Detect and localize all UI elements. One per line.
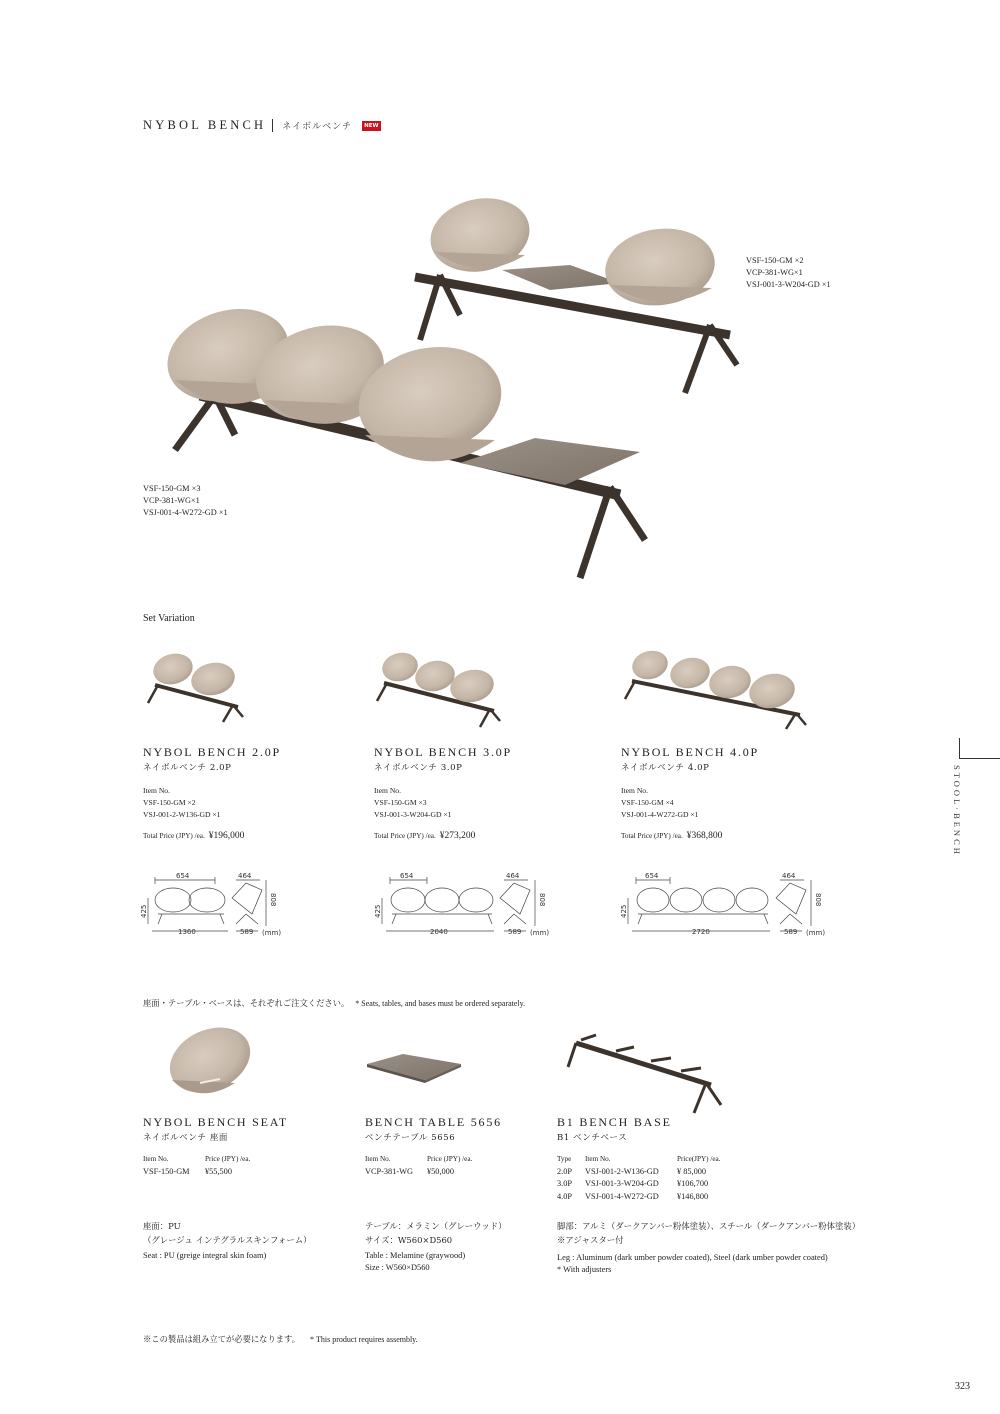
- bench-3p-thumbnail: [372, 645, 502, 730]
- total-price-label: Total Price (JPY) /ea.: [374, 832, 436, 840]
- item-line: VSF-150-GM ×2: [143, 798, 196, 807]
- table-title-jp: ベンチテーブル 5656: [365, 1133, 456, 1143]
- total-price-value: ¥196,000: [208, 831, 245, 841]
- item-line: VSJ-001-4-W272-GD ×1: [621, 810, 699, 819]
- order-note: [143, 997, 525, 1009]
- dim-seat-width: 654: [176, 872, 190, 880]
- seat-image: [160, 1025, 255, 1105]
- dim-unit: (mm): [262, 929, 282, 937]
- set-variation-heading: Set Variation: [143, 613, 195, 624]
- variation-title-jp: ネイボルベンチ 2.0P: [143, 763, 232, 773]
- hero-caption-bottom: [143, 483, 228, 520]
- material-jp-line: ※アジャスター付: [557, 1235, 624, 1245]
- base-price: ¥ 85,000: [677, 1166, 707, 1176]
- table-row: [557, 1166, 721, 1179]
- hero-bench-photo: [140, 195, 860, 585]
- material-en-line: * With adjusters: [557, 1265, 612, 1274]
- item-line: VSF-150-GM ×3: [374, 798, 427, 807]
- side-tab-label: STOOL·BENCH: [952, 765, 962, 857]
- dim-seat-height: 425: [374, 904, 382, 918]
- variation-3p: [374, 745, 512, 841]
- side-tab-rule: [959, 758, 1000, 759]
- base-price-table: [557, 1153, 721, 1203]
- caption-line: VSJ-001-3-W204-GD ×1: [746, 280, 831, 290]
- assembly-note: [143, 1333, 418, 1345]
- seat-item-no: VSF-150-GM: [143, 1166, 190, 1176]
- table-price: ¥50,000: [427, 1166, 454, 1176]
- caption-line: VSJ-001-4-W272-GD ×1: [143, 508, 228, 518]
- variation-title-jp: ネイボルベンチ 3.0P: [374, 763, 463, 773]
- item-line: VSJ-001-2-W136-GD ×1: [143, 810, 221, 819]
- seat-section: [143, 1115, 288, 1178]
- total-price: [374, 831, 512, 841]
- base-section: [557, 1115, 721, 1203]
- title-divider: [272, 119, 273, 132]
- variation-2p: [143, 745, 281, 841]
- material-jp-line: 座面：PU: [143, 1221, 181, 1231]
- table-image: [365, 1050, 465, 1090]
- seat-material: [143, 1219, 311, 1262]
- material-jp-line: （グレージュ インテグラルスキンフォーム）: [143, 1235, 312, 1245]
- caption-line: VCP-381-WG×1: [746, 268, 803, 278]
- material-jp-line: サイズ：W560×D560: [365, 1235, 453, 1245]
- side-tab: [945, 738, 1000, 878]
- base-type: 4.0P: [557, 1191, 572, 1201]
- total-price: [621, 831, 759, 841]
- bench-2p-thumbnail: [143, 645, 248, 725]
- seat-price: ¥55,500: [205, 1166, 232, 1176]
- item-line: VSJ-001-3-W204-GD ×1: [374, 810, 452, 819]
- dim-depth: 464: [506, 872, 520, 880]
- page-header: [143, 118, 381, 133]
- dim-unit: (mm): [806, 929, 826, 937]
- table-row: [557, 1191, 721, 1204]
- dim-seat-height: 425: [140, 904, 148, 918]
- dim-depth: 464: [782, 872, 796, 880]
- col-item-no: Item No.: [585, 1155, 611, 1163]
- item-no-label: Item No.: [143, 786, 170, 795]
- dim-total-height: 808: [269, 893, 277, 907]
- dim-total-width: 2720: [692, 928, 710, 936]
- side-tab-vline: [959, 738, 960, 758]
- variation-title: NYBOL BENCH 4.0P: [621, 745, 760, 759]
- total-price: [143, 831, 281, 841]
- base-item-no: VSJ-001-2-W136-GD: [585, 1166, 659, 1176]
- table-title: BENCH TABLE 5656: [365, 1115, 502, 1129]
- page-title-jp: ネイボルベンチ: [282, 122, 353, 132]
- material-en-line: Seat : PU (greige integral skin foam): [143, 1251, 267, 1260]
- bench-4p-thumbnail: [620, 645, 810, 730]
- dim-total-height: 808: [538, 893, 546, 907]
- assembly-note-en: * This product requires assembly.: [309, 1335, 418, 1344]
- dimension-drawing-4p: [620, 868, 835, 943]
- item-line: VSF-150-GM ×4: [621, 798, 674, 807]
- base-type: 3.0P: [557, 1179, 572, 1188]
- order-note-en: * Seats, tables, and bases must be ordered separately.: [355, 999, 526, 1008]
- total-price-value: ¥368,800: [686, 831, 723, 841]
- base-title: B1 BENCH BASE: [557, 1115, 672, 1129]
- base-item-no: VSJ-001-4-W272-GD: [585, 1191, 659, 1201]
- dim-seat-height: 425: [620, 904, 628, 918]
- base-item-no: VSJ-001-3-W204-GD: [585, 1179, 659, 1188]
- dim-total-height: 808: [814, 893, 822, 907]
- dimension-drawing-2p: [140, 868, 290, 943]
- item-no-label: Item No.: [374, 786, 401, 795]
- col-price: Price(JPY) /ea.: [677, 1155, 721, 1163]
- order-note-jp: 座面・テーブル・ベースは、それぞれご注文ください。: [143, 998, 350, 1008]
- caption-line: VCP-381-WG×1: [143, 496, 200, 506]
- page-title: NYBOL BENCH: [143, 118, 267, 132]
- base-price: ¥146,800: [677, 1191, 709, 1201]
- caption-line: VSF-150-GM ×3: [143, 484, 201, 493]
- seat-price-table: [143, 1153, 250, 1178]
- table-row: [557, 1178, 721, 1191]
- col-price: Price (JPY) /ea.: [205, 1155, 251, 1163]
- assembly-note-jp: ※この製品は組み立てが必要になります。: [143, 1334, 300, 1344]
- seat-title-jp: ネイボルベンチ 座面: [143, 1133, 229, 1143]
- table-item-no: VCP-381-WG: [365, 1166, 413, 1176]
- table-price-table: [365, 1153, 472, 1178]
- col-item-no: Item No.: [143, 1155, 169, 1163]
- total-price-label: Total Price (JPY) /ea.: [621, 832, 683, 840]
- variation-title: NYBOL BENCH 2.0P: [143, 745, 282, 759]
- dim-total-width: 2040: [430, 928, 448, 936]
- dim-seat-width: 654: [645, 872, 659, 880]
- col-item-no: Item No.: [365, 1155, 391, 1163]
- total-price-value: ¥273,200: [439, 831, 476, 841]
- dim-total-width: 1360: [178, 928, 196, 936]
- variation-title-jp: ネイボルベンチ 4.0P: [621, 763, 710, 773]
- seat-title: NYBOL BENCH SEAT: [143, 1115, 289, 1129]
- base-material: [557, 1219, 860, 1276]
- base-type: 2.0P: [557, 1166, 572, 1176]
- dim-unit: (mm): [530, 929, 550, 937]
- material-jp-line: 脚部：アルミ（ダークアンバー粉体塗装）、スチール（ダークアンバー粉体塗装）: [557, 1221, 861, 1231]
- material-en-line: Table : Melamine (graywood): [365, 1251, 466, 1260]
- dim-seat-width: 654: [400, 872, 414, 880]
- material-jp-line: テーブル：メラミン（グレーウッド）: [365, 1221, 507, 1231]
- material-en-line: Leg : Aluminum (dark umber powder coated), Steel (dark umber powder coated): [557, 1253, 828, 1262]
- table-material: [365, 1219, 506, 1274]
- hero-caption-top: [746, 255, 831, 292]
- base-price: ¥106,700: [677, 1179, 709, 1188]
- caption-line: VSF-150-GM ×2: [746, 256, 804, 265]
- dim-base-depth: 589: [240, 928, 254, 936]
- item-no-label: Item No.: [621, 786, 648, 795]
- page-number: 323: [955, 1381, 970, 1392]
- variation-title: NYBOL BENCH 3.0P: [374, 745, 513, 759]
- base-image: [556, 1025, 726, 1115]
- base-title-jp: B1 ベンチベース: [557, 1133, 628, 1143]
- variation-4p: [621, 745, 759, 841]
- dim-depth: 464: [238, 872, 252, 880]
- hero-front-bench: [155, 294, 645, 578]
- new-badge: NEW: [364, 122, 379, 129]
- dim-base-depth: 589: [784, 928, 798, 936]
- dim-base-depth: 589: [508, 928, 522, 936]
- material-en-line: Size : W560×D560: [365, 1263, 430, 1272]
- col-type: Type: [557, 1155, 572, 1163]
- table-section: [365, 1115, 502, 1178]
- total-price-label: Total Price (JPY) /ea.: [143, 832, 205, 840]
- col-price: Price (JPY) /ea.: [427, 1155, 473, 1163]
- dimension-drawing-3p: [372, 868, 557, 943]
